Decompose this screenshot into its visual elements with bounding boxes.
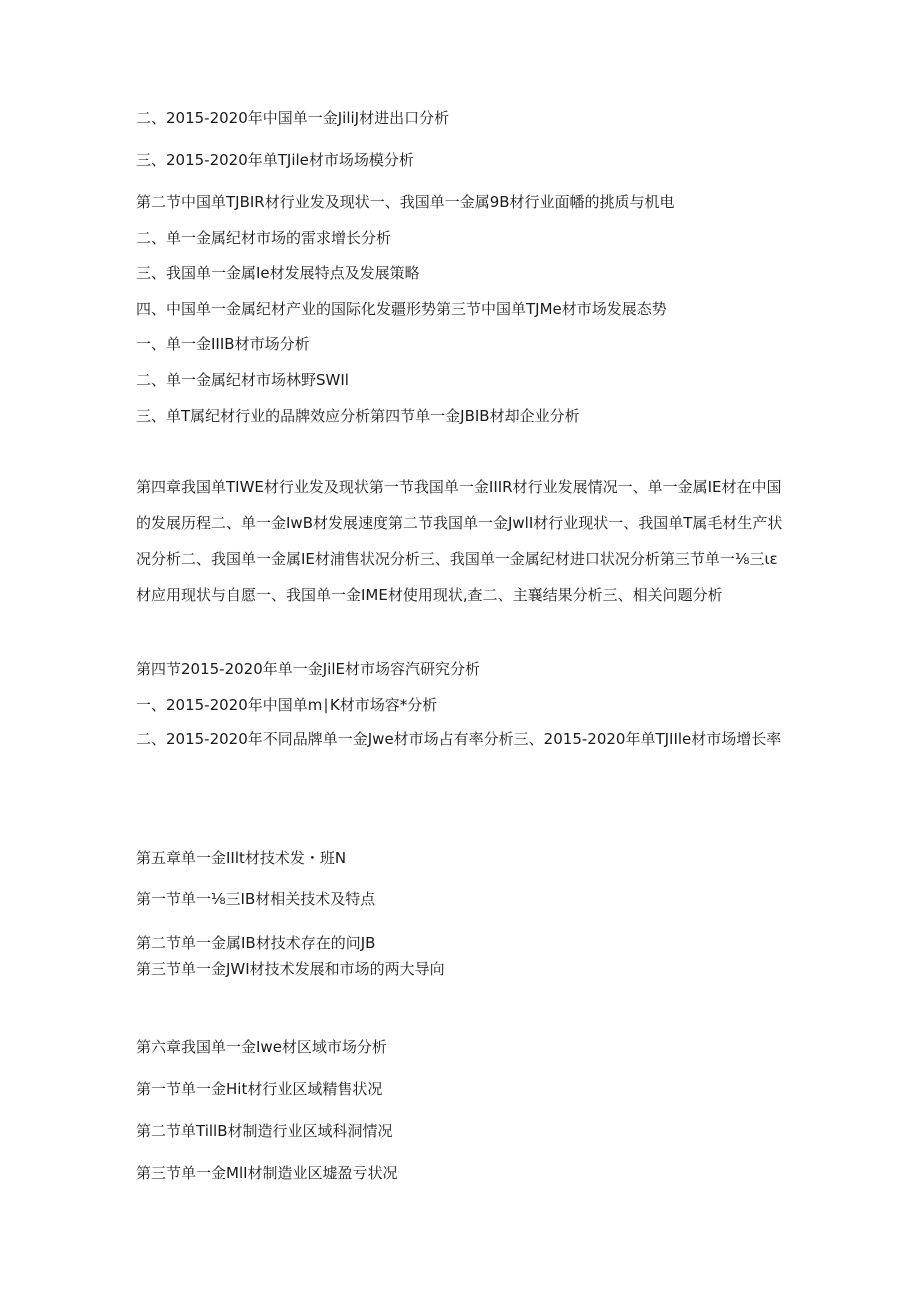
toc-line: 第二节单一金属IB材技术存在的问JB: [136, 934, 376, 952]
toc-line: 二、单一金属纪材市场的雷求增长分析: [136, 229, 392, 247]
toc-paragraph: 二、2015-2020年不同品牌单一金Jwe材市场占有率分析三、2015-2020年单TJIIle材市场增长率: [136, 730, 782, 748]
toc-line: 一、2015-2020年中国单m∣K材市场容*分析: [136, 696, 438, 714]
toc-line: 第一节单一金Hit材行业区域精售状况: [136, 1080, 383, 1098]
toc-line: 三、我国单一金属Ie材发展特点及发展策略: [136, 264, 420, 282]
toc-line: 二、2015-2020年中国单一金JiliJ材进出口分析: [136, 109, 450, 127]
toc-line: 第三节单一金MlI材制造业区墟盈亏状况: [136, 1164, 398, 1182]
toc-line: 三、2015-2020年单TJile材市场场模分析: [136, 151, 414, 169]
chapter-four-paragraph: 第四章我国单TIWE材行业发及现状第一节我国单一金IIIR材行业发展情况一、单一金属IE材在中国的发展历程二、单一金IwB材发展速度第二节我国单一金JwlI材行业现状一、我国单T属毛材生产状况分析二、我国单一金属IE材浦售状况分析三、我国单一金属纪材进口状况分析第三节单一⅛三ιε材应用现状与自愿一、我国单一金IME材使用现状,查二、主襄结果分析三、相关问题分析: [136, 478, 783, 604]
toc-line: 三、单T属纪材行业的品牌效应分析第四节单一金JBIB材却企业分析: [136, 407, 580, 425]
toc-line: 一、单一金IIIB材市场分析: [136, 335, 310, 353]
chapter-heading: 第五章单一金IIlt材技术发・班N: [136, 849, 347, 867]
toc-line: 二、单一金属纪材市场林野SWIl: [136, 371, 349, 389]
toc-line: 四、中国单一金属纪材产业的国际化发疆形势第三节中国单TJMe材市场发展态势: [136, 300, 667, 318]
chapter-heading: 第六章我国单一金Iwe材区域市场分析: [136, 1038, 387, 1056]
toc-line: 第四节2015-2020年单一金JilE材市场容汽研究分析: [136, 660, 480, 678]
toc-line: 第一节单一⅛三IB材相关技术及特点: [136, 890, 376, 908]
toc-line: 第三节单一金JWI材技术发展和市场的两大导向: [136, 960, 445, 978]
toc-line: 第二节单TillB材制造行业区域科洞情况: [136, 1122, 393, 1140]
toc-line: 第二节中国单TJBIR材行业发及现状一、我国单一金属9B材行业面幡的挑质与机电: [136, 193, 675, 211]
